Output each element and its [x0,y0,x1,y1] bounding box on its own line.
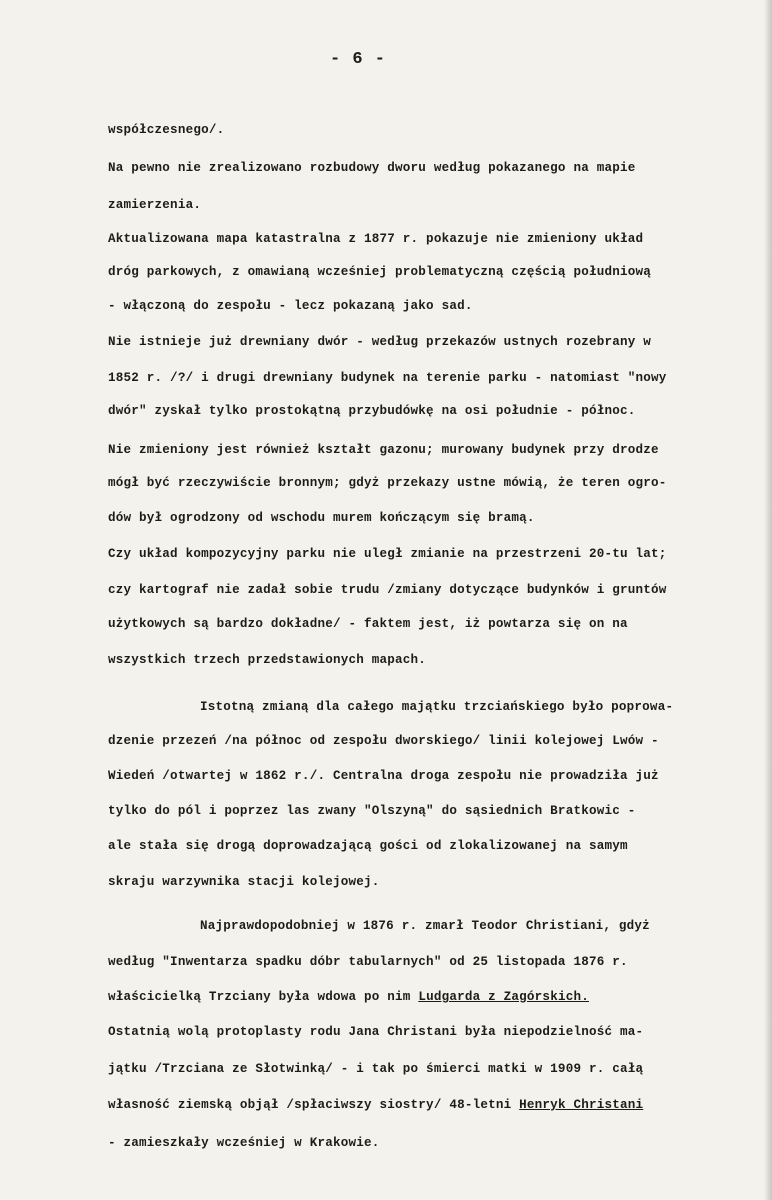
text-line: - zamieszkały wcześniej w Krakowie. [108,1136,380,1150]
text-line: skraju warzywnika stacji kolejowej. [108,875,380,889]
text-line [108,989,589,1005]
text-line: Ostatnią wolą protoplasty rodu Jana Christani była niepodzielność ma- [108,1025,644,1039]
text-line: Najprawdopodobniej w 1876 r. zmarł Teodor Christiani, gdyż [200,919,650,933]
text-segment: właścicielką Trzciany była wdowa po nim [108,990,411,1004]
text-line: dróg parkowych, z omawianą wcześniej problematyczną częścią południową [108,265,652,279]
text-line: Aktualizowana mapa katastralna z 1877 r. pokazuje nie zmieniony układ [108,232,644,246]
text-line: tylko do pól i poprzez las zwany "Olszyną" do sąsiednich Bratkowic - [108,804,636,818]
text-line: użytkowych są bardzo dokładne/ - faktem jest, iż powtarza się on na [108,617,628,631]
text-line: dwór" zyskał tylko prostokątną przybudówkę na osi południe - północ. [108,404,636,418]
text-segment: własność ziemską objął /spłaciwszy siostry/ 48-letni [108,1098,512,1112]
text-line: - włączoną do zespołu - lecz pokazaną jako sad. [108,299,473,313]
text-line: mógł być rzeczywiście bronnym; gdyż przekazy ustne mówią, że teren ogro- [108,476,667,490]
text-line: według "Inwentarza spadku dóbr tabularnych" od 25 listopada 1876 r. [108,955,628,969]
underlined-name: Henryk Christani [519,1098,644,1112]
text-line: wszystkich trzech przedstawionych mapach. [108,653,427,667]
text-line: współczesnego/. [108,123,225,137]
text-line: dzenie przezeń /na północ od zespołu dworskiego/ linii kolejowej Lwów - [108,734,659,748]
text-line: Nie zmieniony jest również kształt gazonu; murowany budynek przy drodze [108,443,659,457]
text-line: jątku /Trzciana ze Słotwinką/ - i tak po śmierci matki w 1909 r. całą [108,1062,644,1076]
text-line: Nie istnieje już drewniany dwór - według przekazów ustnych rozebrany w [108,335,652,349]
text-line: zamierzenia. [108,198,202,212]
text-line: 1852 r. /?/ i drugi drewniany budynek na terenie parku - natomiast "nowy [108,371,667,385]
text-line: Wiedeń /otwartej w 1862 r./. Centralna droga zespołu nie prowadziła już [108,769,659,783]
text-line: dów był ogrodzony od wschodu murem kończącym się bramą. [108,511,535,525]
text-line: Na pewno nie zrealizowano rozbudowy dworu według pokazanego na mapie [108,161,636,175]
text-line: czy kartograf nie zadał sobie trudu /zmiany dotyczące budynków i gruntów [108,583,667,597]
page-edge-shadow [764,0,772,1200]
text-line [108,1097,643,1113]
text-line: ale stała się drogą doprowadzającą gości od zlokalizowanej na samym [108,839,628,853]
text-line: Istotną zmianą dla całego majątku trzciańskiego było poprowa- [200,700,674,714]
text-line: Czy układ kompozycyjny parku nie uległ zmianie na przestrzeni 20-tu lat; [108,547,667,561]
underlined-name: Ludgarda z Zagórskich. [418,990,589,1004]
page-number: - 6 - [330,50,387,69]
